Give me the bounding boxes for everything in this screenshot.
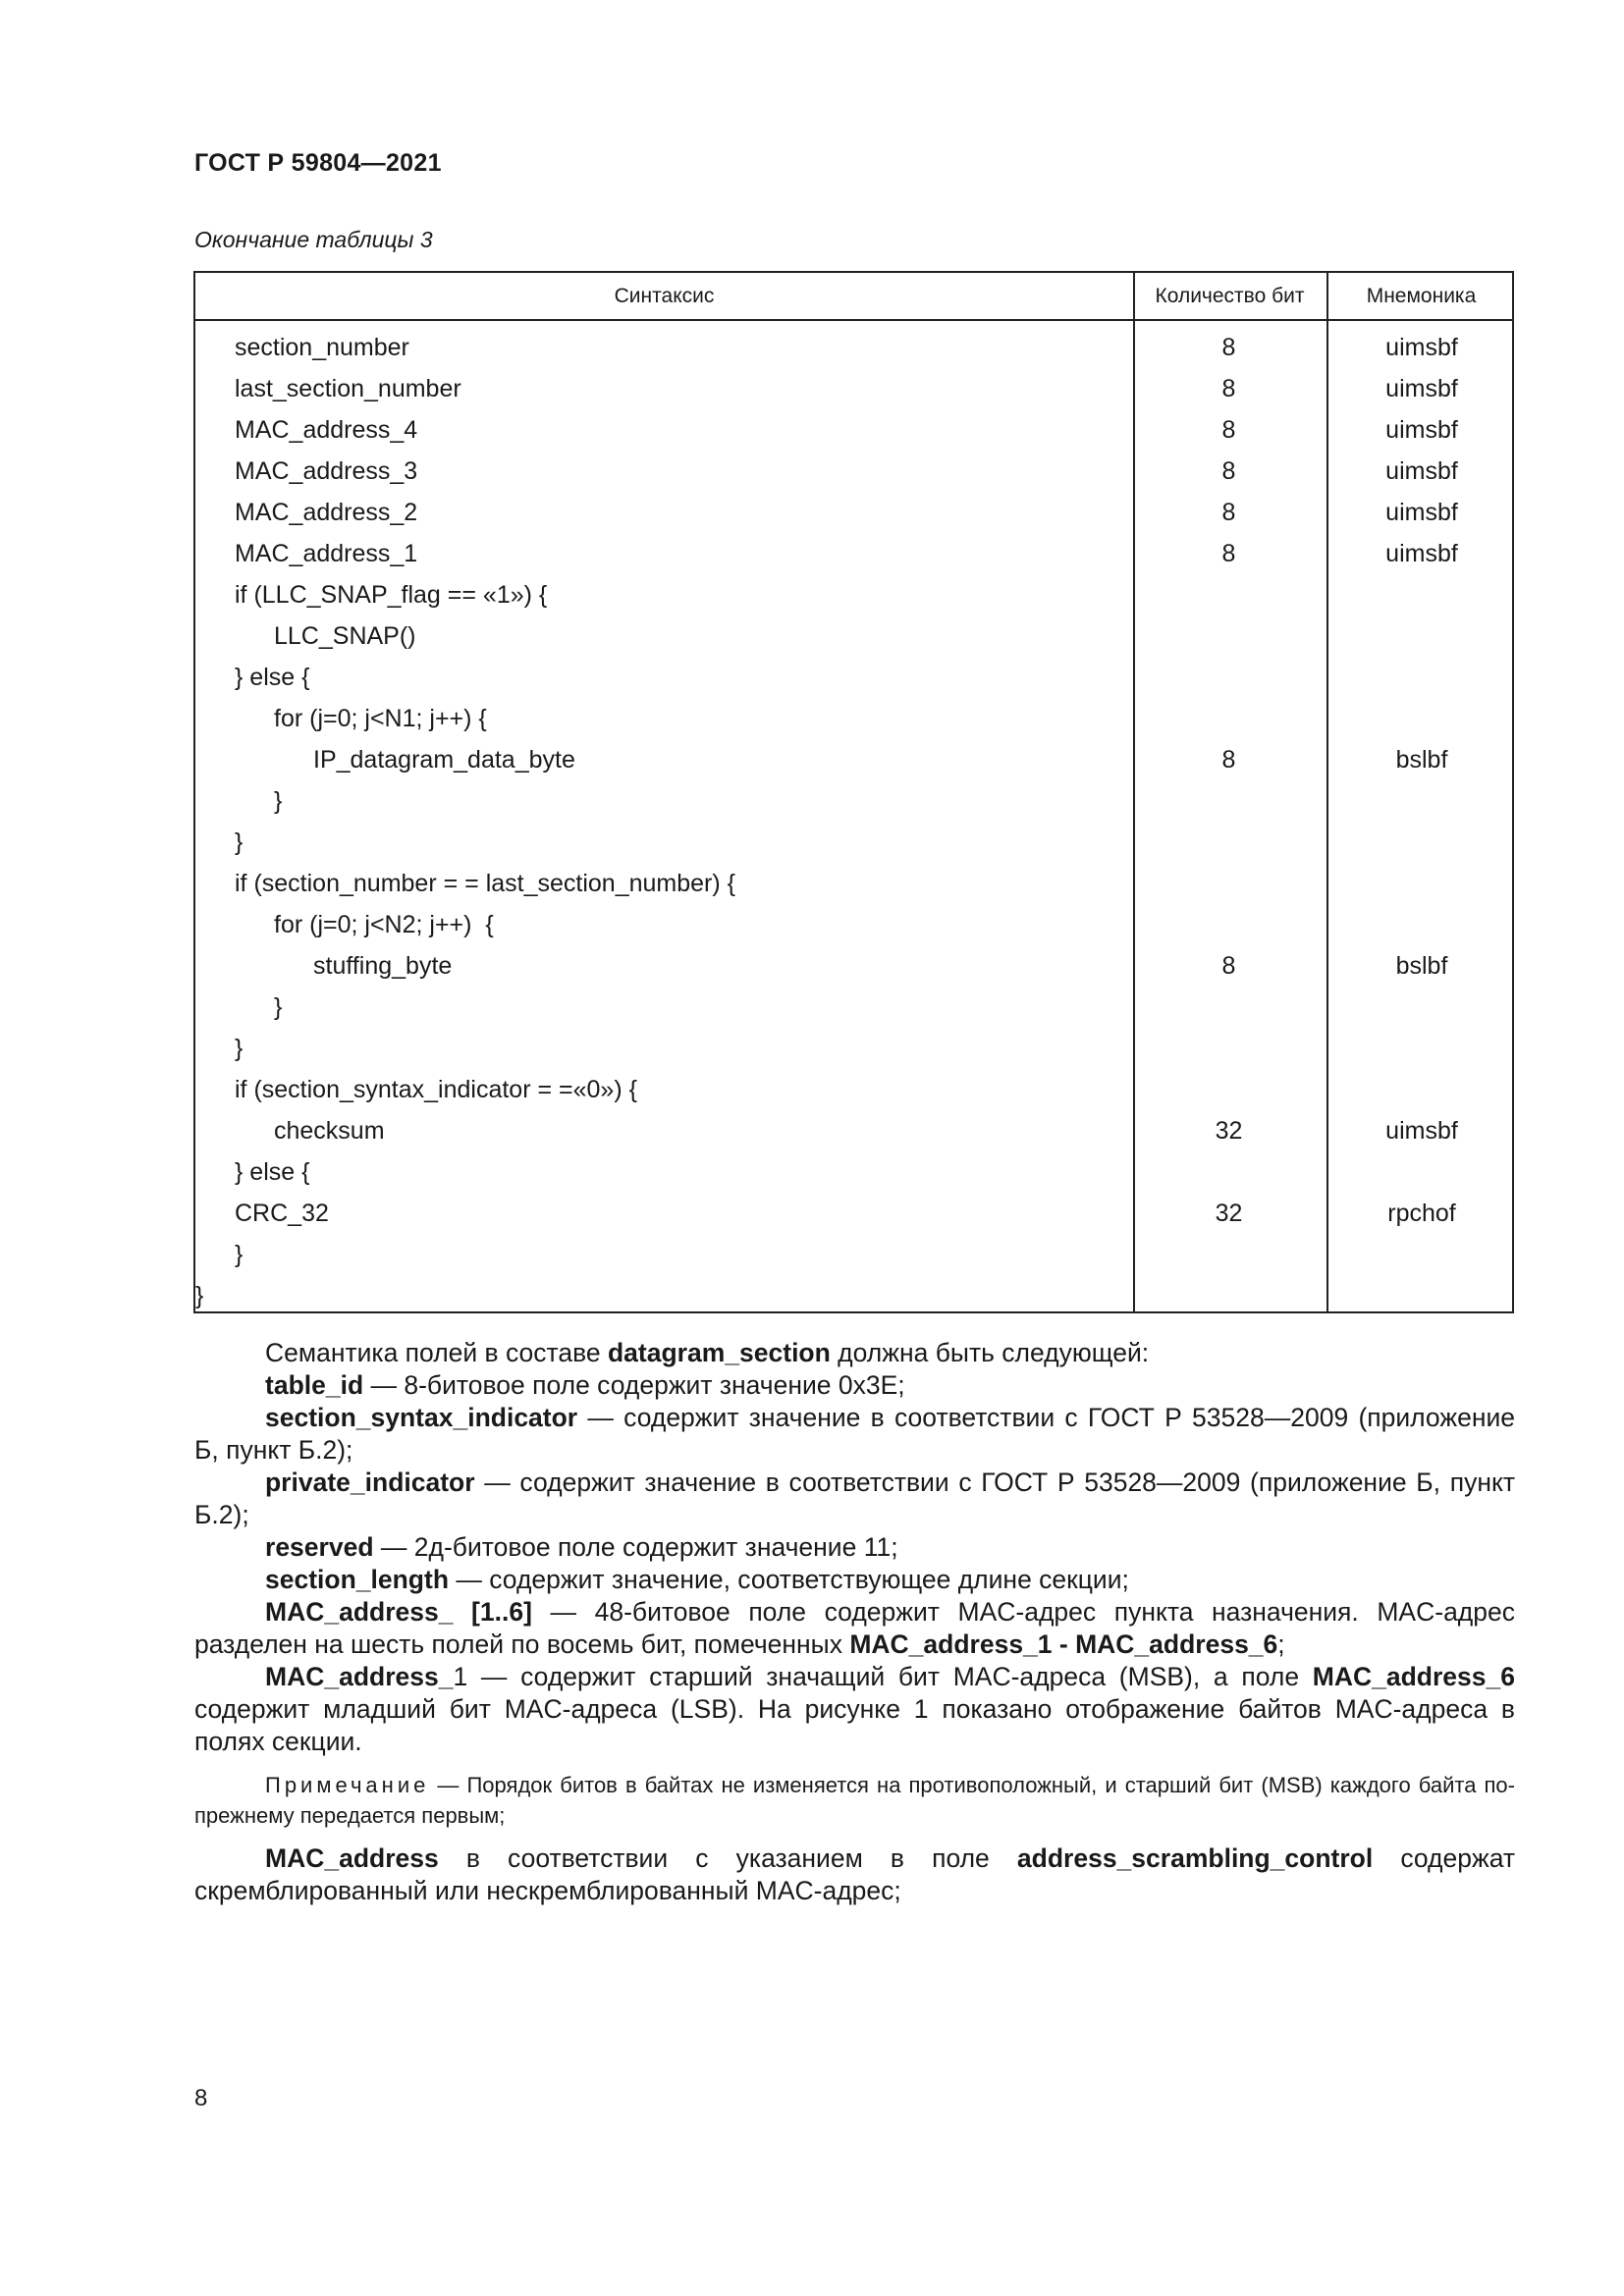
table-row	[195, 822, 1512, 863]
table-row	[195, 368, 1512, 409]
bits-cell: 8	[1221, 499, 1236, 526]
header-syntax: Синтаксис	[614, 285, 715, 307]
syntax-cell: }	[274, 993, 283, 1021]
syntax-cell: checksum	[274, 1117, 385, 1145]
paragraph: MAC_address_ [1..6] — 48-битовое поле содержит MAC-адрес пункта назначения. MAC-адрес разделен на шесть полей по восемь бит, помеченных MAC_address_1 - MAC_address_6;	[194, 1597, 1515, 1659]
note-label: Примечание	[265, 1773, 430, 1797]
bits-cell: 8	[1221, 952, 1236, 980]
syntax-cell: IP_datagram_data_byte	[313, 746, 575, 774]
table-row	[195, 945, 1512, 987]
syntax-cell: }	[235, 1241, 244, 1268]
table-row	[195, 1234, 1512, 1275]
table-row	[195, 780, 1512, 822]
header-divider	[195, 319, 1512, 321]
syntax-cell: MAC_address_3	[235, 457, 418, 485]
syntax-cell: } else {	[235, 664, 310, 691]
syntax-cell: MAC_address_2	[235, 499, 418, 526]
table-row	[195, 1028, 1512, 1069]
table-row	[195, 1151, 1512, 1193]
paragraph: section_syntax_indicator — содержит значение в соответствии с ГОСТ Р 53528—2009 (приложение Б, пункт Б.2);	[194, 1403, 1515, 1465]
paragraph: reserved — 2д-битовое поле содержит значение 11;	[265, 1532, 898, 1562]
table-row	[195, 492, 1512, 533]
table-row	[195, 904, 1512, 945]
table-row	[195, 698, 1512, 739]
mnemonic-cell: rpchof	[1387, 1200, 1456, 1227]
syntax-cell: last_section_number	[235, 375, 461, 402]
bits-cell: 8	[1221, 540, 1236, 567]
mnemonic-cell: uimsbf	[1385, 375, 1458, 402]
syntax-cell: }	[235, 828, 244, 856]
table-row	[195, 1193, 1512, 1234]
syntax-cell: for (j=0; j<N1; j++) {	[274, 705, 487, 732]
mnemonic-cell: uimsbf	[1385, 334, 1458, 361]
syntax-cell: } else {	[235, 1158, 310, 1186]
bits-cell: 8	[1221, 375, 1236, 402]
syntax-cell: stuffing_byte	[313, 952, 453, 980]
document-header: ГОСТ Р 59804—2021	[194, 149, 442, 177]
bits-cell: 8	[1221, 457, 1236, 485]
syntax-cell: }	[274, 787, 283, 815]
bits-cell: 8	[1221, 334, 1236, 361]
table-row	[195, 409, 1512, 451]
bits-cell: 32	[1215, 1200, 1243, 1227]
table-row	[195, 1110, 1512, 1151]
mnemonic-cell: uimsbf	[1385, 499, 1458, 526]
table-row	[195, 1069, 1512, 1110]
bits-cell: 8	[1221, 746, 1236, 774]
syntax-cell: if (section_syntax_indicator = =«0») {	[235, 1076, 637, 1103]
page-number: 8	[194, 2085, 208, 2111]
mnemonic-cell: uimsbf	[1385, 540, 1458, 567]
mnemonic-cell: uimsbf	[1385, 416, 1458, 444]
table-row	[195, 533, 1512, 574]
syntax-cell: section_number	[235, 334, 409, 361]
syntax-table	[193, 271, 1514, 1313]
table-row	[195, 451, 1512, 492]
table-row	[195, 863, 1512, 904]
header-bits: Количество бит	[1155, 285, 1305, 307]
mnemonic-cell: bslbf	[1395, 746, 1448, 774]
table-row	[195, 657, 1512, 698]
syntax-cell: CRC_32	[235, 1200, 329, 1227]
body-text	[194, 1337, 1515, 1907]
syntax-cell: if (LLC_SNAP_flag == «1») {	[235, 581, 548, 609]
syntax-cell: }	[195, 1282, 204, 1309]
paragraph: MAC_address в соответствии с указанием в поле address_scrambling_control содержат скремблированный или нескремблированный MAC-адрес;	[194, 1843, 1515, 1905]
mnemonic-cell: bslbf	[1395, 952, 1448, 980]
syntax-cell: for (j=0; j<N2; j++) {	[274, 911, 494, 938]
syntax-cell: MAC_address_4	[235, 416, 418, 444]
table-row	[195, 739, 1512, 780]
table-row	[195, 1275, 1512, 1316]
paragraph: Семантика полей в составе datagram_section должна быть следующей:	[265, 1338, 1150, 1367]
table-row	[195, 987, 1512, 1028]
paragraph: section_length — содержит значение, соответствующее длине секции;	[265, 1565, 1129, 1594]
mnemonic-cell: uimsbf	[1385, 457, 1458, 485]
table-row	[195, 615, 1512, 657]
table-caption: Окончание таблицы 3	[194, 227, 433, 252]
syntax-cell: LLC_SNAP()	[274, 622, 416, 650]
syntax-cell: if (section_number = = last_section_number) {	[235, 870, 735, 897]
bits-cell: 32	[1215, 1117, 1243, 1145]
syntax-cell: }	[235, 1035, 244, 1062]
paragraph: MAC_address_1 — содержит старший значащий бит MAC-адреса (MSB), а поле MAC_address_6 содержит младший бит MAC-адреса (LSB). На рисунке 1 показано отображение байтов MAC-адреса в полях секции.	[194, 1662, 1515, 1756]
mnemonic-cell: uimsbf	[1385, 1117, 1458, 1145]
paragraph: private_indicator — содержит значение в соответствии с ГОСТ Р 53528—2009 (приложение Б, пункт Б.2);	[194, 1468, 1515, 1529]
header-mnemonic: Мнемоника	[1366, 285, 1477, 307]
paragraph: table_id — 8-битовое поле содержит значение 0x3E;	[265, 1370, 905, 1400]
table-row	[195, 574, 1512, 615]
bits-cell: 8	[1221, 416, 1236, 444]
syntax-cell: MAC_address_1	[235, 540, 418, 567]
table-row	[195, 327, 1512, 368]
note: Примечание — Порядок битов в байтах не изменяется на противоположный, и старший бит (MSB) каждого байта по-прежнему передается первым;	[194, 1773, 1515, 1828]
